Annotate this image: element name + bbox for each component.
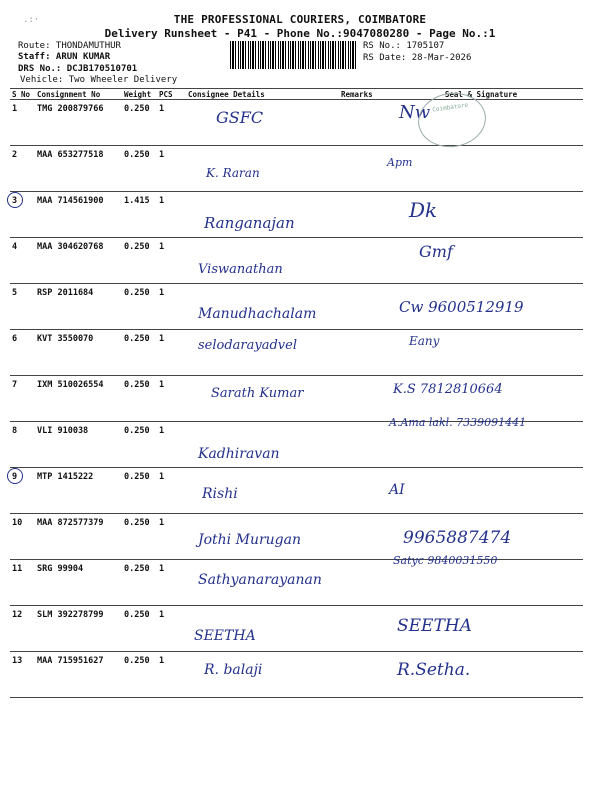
row-consignment-no-cell [35,238,122,284]
consignee-handwriting: Manudhachalam [198,306,317,322]
row-weight-cell [122,606,157,652]
row-consignment-no-cell [35,606,122,652]
row-consignee-cell [186,652,339,698]
consignee-handwriting: K. Raran [206,166,260,180]
signature-handwriting: AI [389,482,405,498]
row-weight: 0.250 [124,426,150,436]
row-weight: 0.250 [124,610,150,620]
row-consignment-no: RSP 2011684 [37,288,94,298]
row-sno: 6 [12,334,18,344]
table-row [10,100,583,146]
row-consignee-cell [186,192,339,238]
consignee-handwriting: GSFC [216,108,264,127]
table-row [10,652,583,698]
row-consignment-no: MAA 304620768 [37,242,104,252]
row-sno-cell [10,192,35,238]
row-consignee-cell [186,422,339,468]
row-signature-cell [379,468,583,514]
row-weight: 0.250 [124,472,150,482]
row-remarks-cell [339,560,379,606]
row-weight: 0.250 [124,656,150,666]
row-pcs-cell [157,284,186,330]
vehicle-label: Vehicle: Two Wheeler Delivery [20,75,178,85]
row-weight-cell [122,560,157,606]
row-weight-cell [122,468,157,514]
row-signature-cell [379,606,583,652]
row-pcs-cell [157,422,186,468]
row-consignment-no: MAA 653277518 [37,150,104,160]
row-sno: 7 [12,380,18,390]
table-row [10,284,583,330]
row-sno-cell [10,652,35,698]
staff-label: Staff: ARUN KUMAR [18,52,111,62]
row-consignment-no: VLI 910038 [37,426,89,436]
row-sno: 11 [12,564,23,574]
row-weight: 0.250 [124,104,150,114]
row-signature-cell [379,554,583,606]
row-weight: 0.250 [124,288,150,298]
row-signature-cell [379,416,583,468]
consignee-handwriting: Sathyanarayanan [198,572,322,588]
barcode-icon [230,41,358,69]
row-sno: 2 [12,150,18,160]
row-remarks-cell [339,606,379,652]
row-consignment-no: IXM 510026554 [37,380,104,390]
table-row [10,238,583,284]
signature-handwriting: 9965887474 [403,528,512,548]
row-sno: 4 [12,242,18,252]
row-signature-cell [379,146,583,192]
row-remarks-cell [339,652,379,698]
row-remarks-cell [339,330,379,376]
row-pcs: 1 [159,380,165,390]
row-signature-cell [379,284,583,330]
row-pcs-cell [157,376,186,422]
row-consignment-no: MAA 714561900 [37,196,104,206]
row-consignee-cell [186,560,339,606]
row-pcs-cell [157,560,186,606]
row-sno-cell [10,100,35,146]
row-weight-cell [122,376,157,422]
signature-handwriting: Satyc 9840031550 [393,554,498,567]
signature-handwriting: Nw [399,102,431,123]
route-label: Route: THONDAMUTHUR [18,41,121,51]
row-weight-cell [122,514,157,560]
row-remarks-cell [339,376,379,422]
signature-handwriting: Eany [409,334,440,348]
row-sno: 5 [12,288,18,298]
row-pcs: 1 [159,242,165,252]
row-consignment-no: SLM 392278799 [37,610,104,620]
row-sno: 1 [12,104,18,114]
row-weight: 0.250 [124,518,150,528]
row-consignment-no-cell [35,192,122,238]
row-consignment-no-cell [35,284,122,330]
circle-mark-icon [7,468,23,484]
row-consignment-no-cell [35,100,122,146]
signature-handwriting: Dk [409,198,438,222]
row-remarks-cell [339,238,379,284]
row-consignment-no: KVT 3550070 [37,334,94,344]
row-weight-cell [122,422,157,468]
col-signature: Seal & Signature [379,89,583,100]
row-pcs-cell [157,606,186,652]
table-row [10,606,583,652]
row-pcs: 1 [159,196,165,206]
table-header-row [10,89,583,100]
runsheet-subtitle: Delivery Runsheet - P41 - Phone No.:9047080280 - Page No.:1 [104,27,496,40]
row-remarks-cell [339,100,379,146]
row-pcs-cell [157,330,186,376]
consignee-handwriting: R. balaji [204,662,263,678]
col-weight: Weight [122,89,157,100]
row-pcs: 1 [159,472,165,482]
rs-no-label: RS No.: 1705107 [363,41,445,51]
col-pcs: PCS [157,89,186,100]
row-pcs: 1 [159,104,165,114]
row-weight: 0.250 [124,242,150,252]
row-consignment-no-cell [35,330,122,376]
row-sno: 13 [12,656,23,666]
row-consignment-no: TMG 200879766 [37,104,104,114]
row-consignee-cell [186,606,339,652]
table-row [10,192,583,238]
row-weight-cell [122,146,157,192]
row-consignee-cell [186,514,339,560]
row-sno: 9 [12,472,18,482]
row-consignment-no-cell [35,422,122,468]
row-consignment-no-cell [35,652,122,698]
consignee-handwriting: SEETHA [194,628,256,644]
drs-label: DRS No.: DCJB170510701 [18,64,138,74]
row-pcs-cell [157,652,186,698]
table-row [10,468,583,514]
row-sno: 8 [12,426,18,436]
table-row [10,376,583,422]
row-signature-cell [379,238,583,284]
row-pcs: 1 [159,518,165,528]
row-remarks-cell [339,422,379,468]
row-weight: 0.250 [124,380,150,390]
row-consignee-cell [186,100,339,146]
signature-handwriting: R.Setha. [397,660,471,680]
signature-handwriting: SEETHA [397,616,472,636]
row-consignee-cell [186,238,339,284]
row-consignee-cell [186,468,339,514]
row-pcs: 1 [159,334,165,344]
row-weight: 0.250 [124,564,150,574]
row-consignee-cell [186,284,339,330]
row-consignment-no-cell [35,560,122,606]
row-sno: 12 [12,610,23,620]
row-remarks-cell [339,192,379,238]
row-remarks-cell [339,146,379,192]
row-sno-cell [10,422,35,468]
row-pcs: 1 [159,426,165,436]
row-sno: 3 [12,196,18,206]
circle-mark-icon [7,192,23,208]
row-pcs: 1 [159,610,165,620]
row-pcs: 1 [159,288,165,298]
row-sno: 10 [12,518,23,528]
row-consignee-cell [186,146,339,192]
signature-handwriting: Apm [387,156,413,169]
row-sno-cell [10,376,35,422]
row-consignment-no: MAA 872577379 [37,518,104,528]
row-weight: 0.250 [124,334,150,344]
consignee-handwriting: Jothi Murugan [198,532,301,548]
table-row [10,514,583,560]
company-title: THE PROFESSIONAL COURIERS, COIMBATORE [173,13,427,26]
row-signature-cell [379,514,583,560]
signature-handwriting: A.Ama lakl. 7339091441 [389,416,527,429]
row-weight: 0.250 [124,150,150,160]
row-consignment-no: SRG 99904 [37,564,84,574]
row-weight-cell [122,238,157,284]
row-signature-cell [379,330,583,376]
consignee-handwriting: Ranganajan [204,214,295,232]
consignee-handwriting: selodarayadvel [198,338,297,353]
signature-handwriting: K.S 7812810664 [393,382,503,397]
row-consignee-cell [186,330,339,376]
signature-handwriting: Cw 9600512919 [399,298,524,316]
table-row [10,560,583,606]
row-sno-cell [10,146,35,192]
row-weight-cell [122,652,157,698]
row-consignee-cell [186,376,339,422]
row-pcs-cell [157,192,186,238]
row-remarks-cell [339,468,379,514]
row-weight: 1.415 [124,196,150,206]
row-pcs-cell [157,514,186,560]
row-sno-cell [10,284,35,330]
row-sno-cell [10,560,35,606]
row-weight-cell [122,284,157,330]
row-remarks-cell [339,514,379,560]
row-consignment-no: MAA 715951627 [37,656,104,666]
row-pcs-cell [157,146,186,192]
row-consignment-no: MTP 1415222 [37,472,94,482]
col-sno: S No [10,89,35,100]
row-pcs: 1 [159,564,165,574]
row-pcs-cell [157,100,186,146]
row-sno-cell [10,468,35,514]
runsheet-table [10,88,583,698]
row-sno-cell [10,330,35,376]
row-signature-cell [379,652,583,698]
row-weight-cell [122,192,157,238]
consignee-handwriting: Viswanathan [198,262,283,277]
row-sno-cell [10,514,35,560]
seal-stamp: Coimbatore [415,89,490,152]
corner-mark-icon: .:· [23,15,40,25]
col-remarks: Remarks [339,89,379,100]
row-consignment-no-cell [35,514,122,560]
consignee-handwriting: Kadhiravan [198,446,280,462]
consignee-handwriting: Sarath Kumar [211,386,304,401]
row-pcs: 1 [159,656,165,666]
row-pcs-cell [157,238,186,284]
col-consignee: Consignee Details [186,89,339,100]
rs-date-label: RS Date: 28-Mar-2026 [363,53,472,63]
consignee-handwriting: Rishi [202,486,238,502]
row-signature-cell [379,376,583,422]
row-remarks-cell [339,284,379,330]
row-pcs: 1 [159,150,165,160]
signature-handwriting: Gmf [419,242,453,261]
table-row [10,146,583,192]
table-row [10,422,583,468]
row-sno-cell [10,606,35,652]
row-sno-cell [10,238,35,284]
row-consignment-no-cell [35,146,122,192]
row-weight-cell [122,100,157,146]
row-signature-cell [379,192,583,238]
col-consignment: Consignment No [35,89,122,100]
row-consignment-no-cell [35,468,122,514]
row-consignment-no-cell [35,376,122,422]
row-weight-cell [122,330,157,376]
table-row [10,330,583,376]
row-pcs-cell [157,468,186,514]
